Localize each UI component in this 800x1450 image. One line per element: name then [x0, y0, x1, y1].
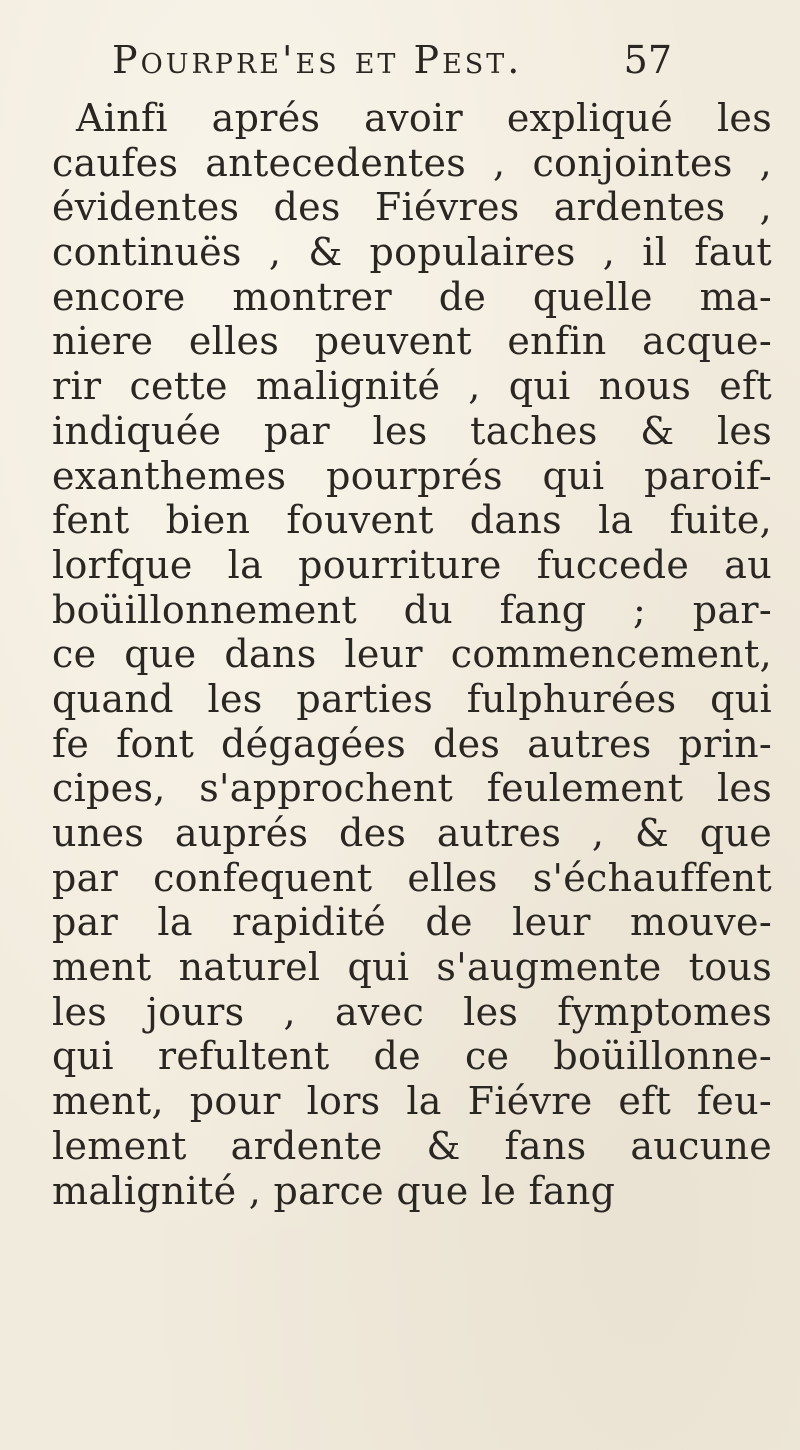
text-line: les jours , avec les fymptomes — [52, 989, 772, 1034]
text-line: continuës , & populaires , il faut — [52, 230, 772, 275]
text-line: exanthemes pourprés qui paroif- — [52, 453, 772, 498]
text-line: lorfque la pourriture fuccede au — [52, 542, 772, 587]
text-line: par confequent elles s'échauffent — [52, 855, 772, 900]
text-line: encore montrer de quelle ma- — [52, 274, 772, 319]
text-line: fent bien fouvent dans la fuite, — [52, 498, 772, 543]
text-line: ment naturel qui s'augmente tous — [52, 945, 772, 990]
text-line: ce que dans leur commencement, — [52, 632, 772, 677]
text-line: ment, pour lors la Fiévre eft feu- — [52, 1079, 772, 1124]
page-header — [112, 36, 672, 96]
text-line: indiquée par les taches & les — [52, 408, 772, 453]
text-line: cipes, s'approchent feulement les — [52, 766, 772, 811]
text-line: malignité , parce que le fang — [52, 1168, 616, 1213]
text-line: qui refultent de ce boüillonne- — [52, 1034, 772, 1079]
text-line: fe font dégagées des autres prin- — [52, 721, 772, 766]
text-line: rir cette malignité , qui nous eft — [52, 364, 772, 409]
page-number: 57 — [623, 38, 672, 82]
text-line: niere elles peuvent enfin acque- — [52, 319, 772, 364]
text-line: caufes antecedentes , conjointes , — [52, 140, 772, 185]
running-head: Pourpre'es et Pest. — [112, 38, 523, 82]
text-line: lement ardente & fans aucune — [52, 1123, 772, 1168]
text-line: Ainfi aprés avoir expliqué les — [76, 96, 772, 140]
text-line: évidentes des Fiévres ardentes , — [52, 185, 772, 230]
text-line: unes auprés des autres , & que — [52, 811, 772, 855]
text-line: quand les parties fulphurées qui — [52, 676, 772, 721]
body-text — [52, 96, 772, 1336]
text-line: boüillonnement du fang ; par- — [52, 587, 772, 632]
text-line: par la rapidité de leur mouve- — [52, 900, 772, 945]
